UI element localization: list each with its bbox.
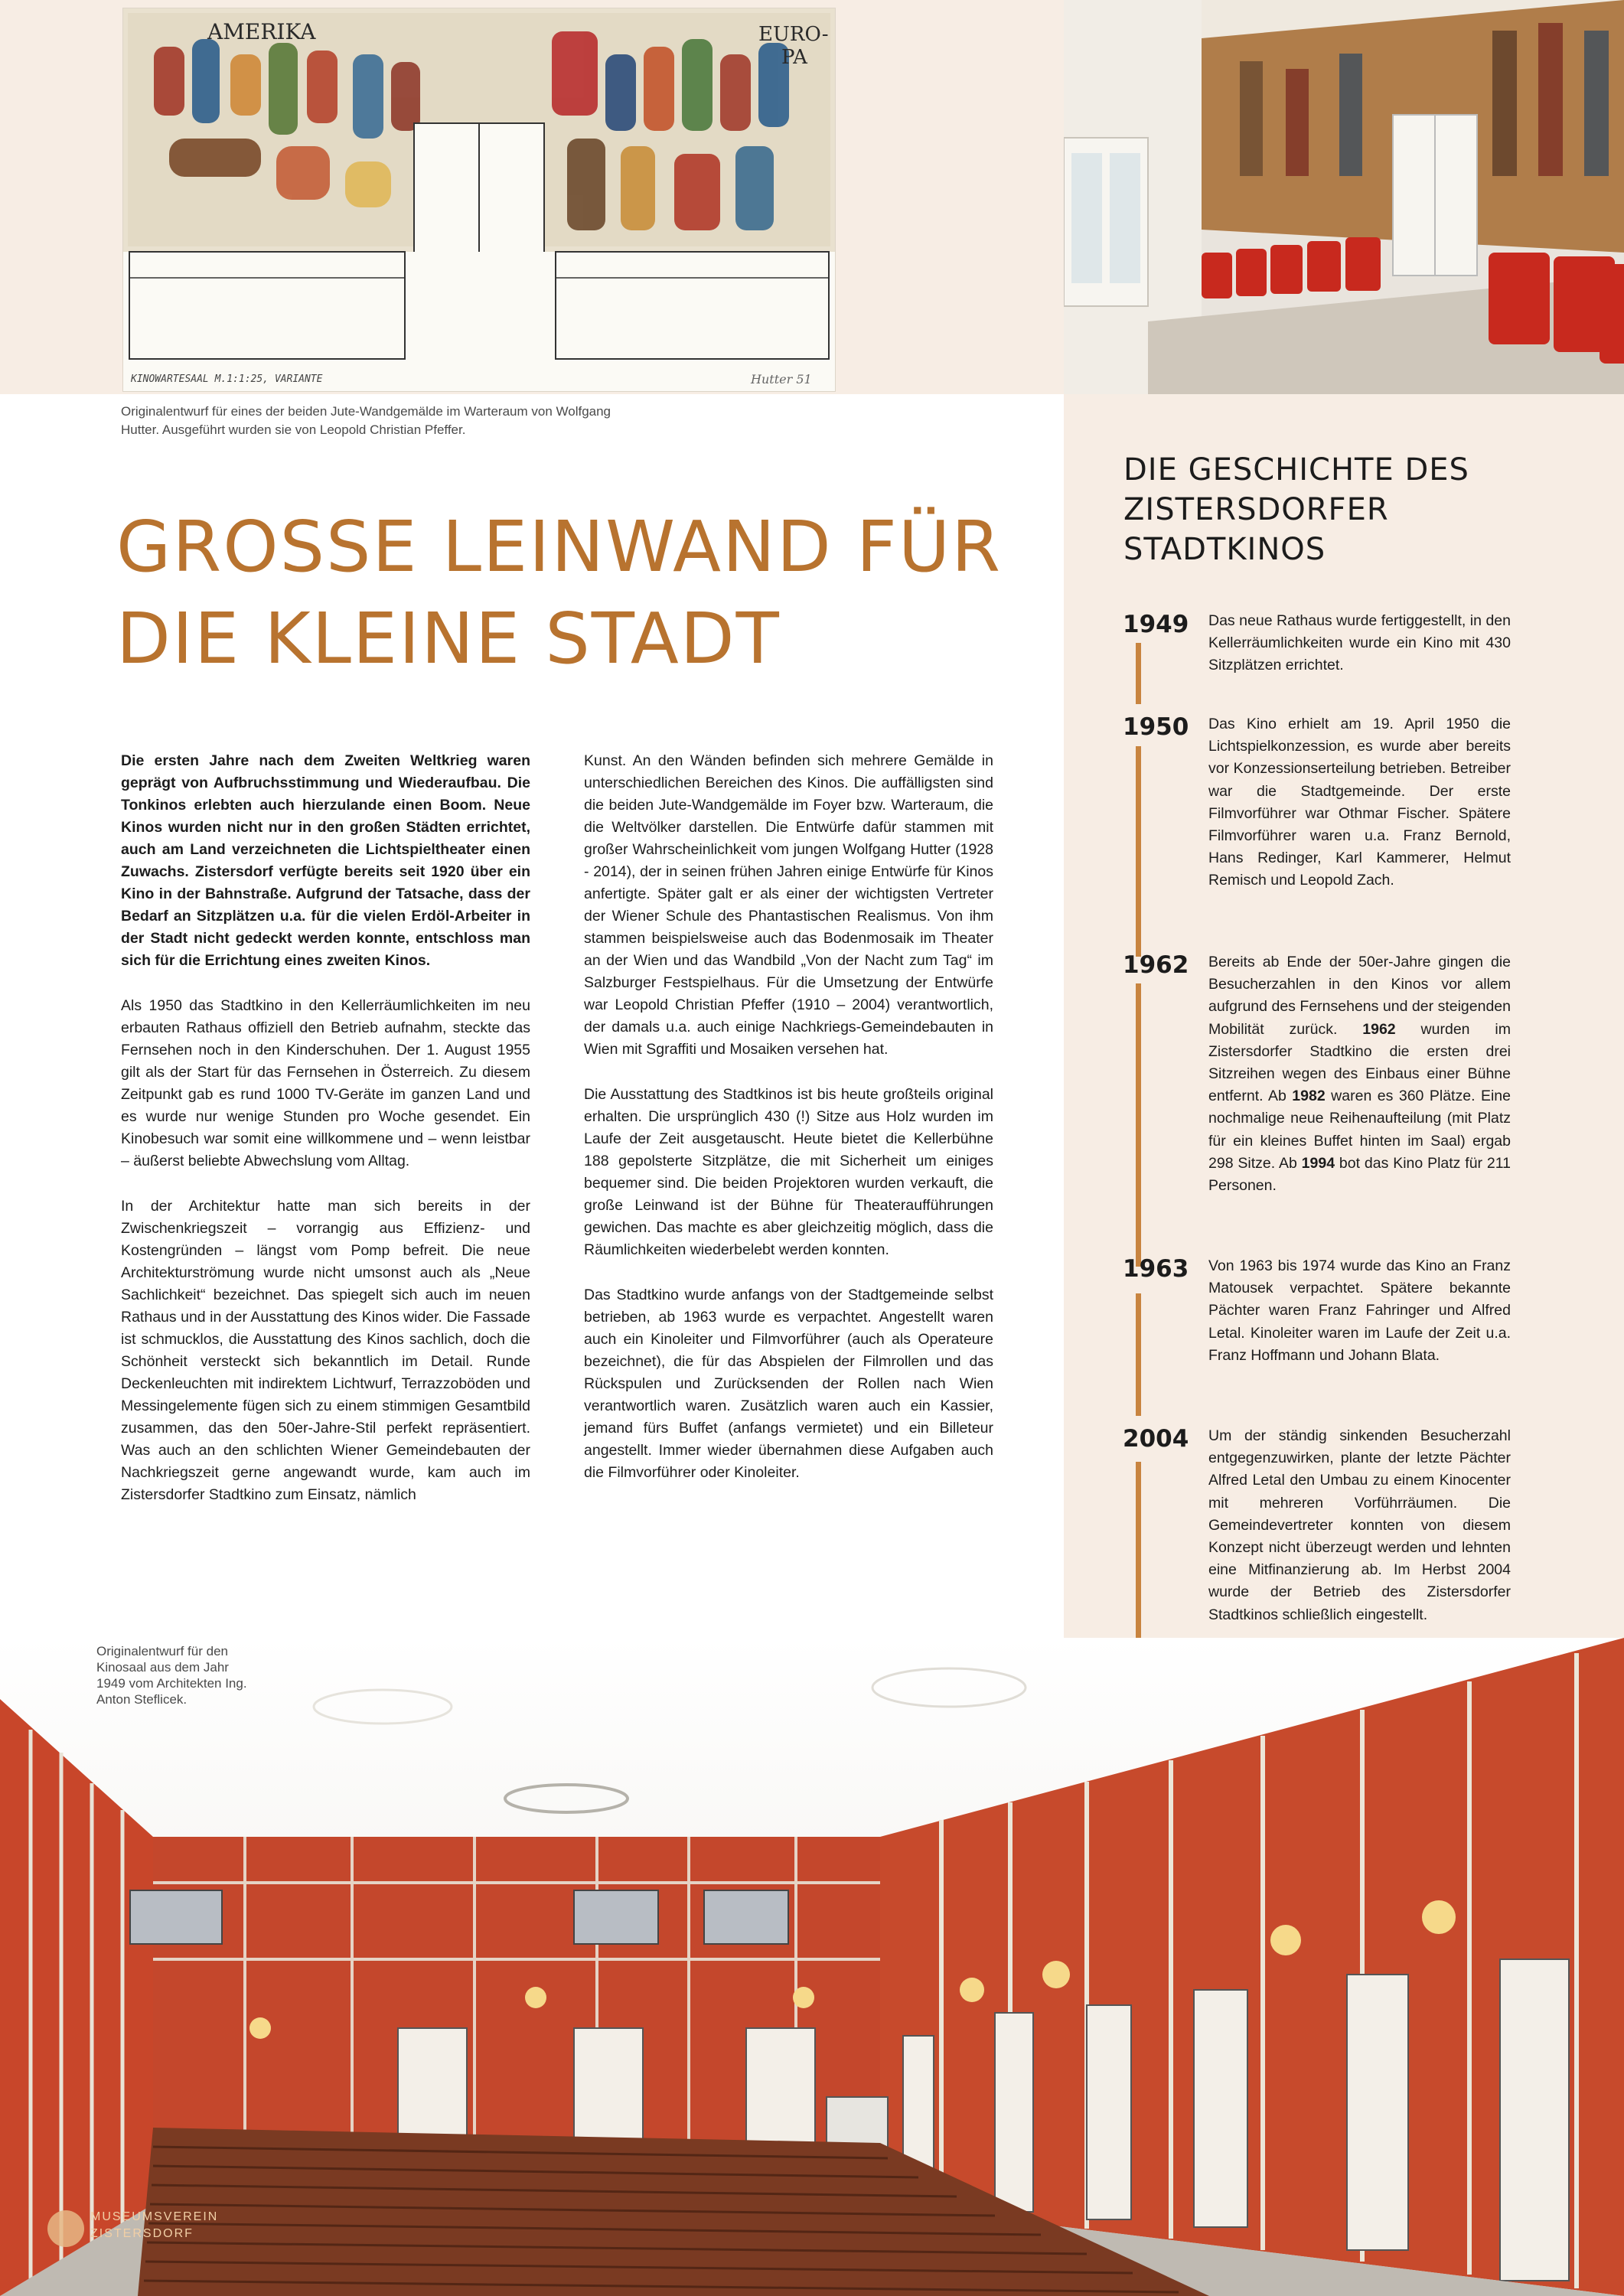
mural-sketch-drawing [123,8,835,391]
timeline-line [1136,1462,1141,1649]
article-column-2 [584,750,993,1507]
article-column-1 [121,750,530,1529]
mural-signature: Hutter 51 [751,372,812,386]
article-paragraph: Die Ausstattung des Stadtkinos ist bis heute großteils original erhalten. Die ursprünglich 430 (!) Sitze aus Holz wurden im Laufe der Zeit ausgetauscht. Heute bietet die Kellerbühne 188 gepolsterte Sitzplätze, die mit Sicherheit um einiges bequemer sind. Die beiden Projektoren wurden verkauft, die große Leinwand ist der Bühne für Theateraufführungen gewichen. Das machte es aber gleichzeitig möglich, dass die Räumlichkeiten wiederbelebt werden konnten. [584,1086,993,1258]
mural-label-left: AMERIKA [207,19,316,44]
timeline-text-1950: Das Kino erhielt am 19. April 1950 die Lichtspielkonzession, es wurde aber bereits vor Konzessionserteilung betrieben. Betreiber war die Stadtgemeinde. Der erste Filmvorführer war Othmar Fischer. Spätere Filmvorführer waren u.a. Franz Bernold, Hans Redinger, Karl Kammerer, Helmut Remisch und Leopold Zach. [1208,716,1511,889]
mural-label-right-1: EURO- [758,23,829,46]
article-paragraph: Kunst. An den Wänden befinden sich mehrere Gemälde in unterschiedlichen Bereichen des Kinos. Die auffälligsten sind die beiden Jute-Wandgemälde im Foyer bzw. Warteraum, die die Weltvölker darstellen. Die Entwürfe dafür stammen mit großer Wahrscheinlichkeit vom jungen Wolfgang Hutter (1928 - 2014), der in seinen frühen Jahren einige Entwürfe für Kinos anfertigte. Später galt er als einer der wichtigsten Vertreter der Wiener Schule des Phantastischen Realismus. Von ihm stammen beispielsweise auch das Bodenmosaik im Theater an der Wien und das Wandbild „Von der Nacht zum Tag“ im Salzburger Festspielhaus. Für die Umsetzung der Entwürfe war Leopold Christian Pfeffer (1910 – 2004) verantwortlich, der damals u.a. auch einige Nachkriegs-Gemeindebauten in Wien mit Sgraffiti und Mosaiken versehen hat. [584,752,993,1058]
timeline-title-line3: STADTKINOS [1123,532,1326,567]
timeline-text-1949: Das neue Rathaus wurde fertiggestellt, in den Kellerräumlichkeiten wurde ein Kino mit 430 Sitzplätzen errichtet. [1208,612,1511,674]
timeline-title [1123,450,1583,569]
timeline-highlight-year: 1982 [1292,1088,1326,1105]
mural-label-right-2: PA [781,46,807,69]
timeline-year-1949: 1949 [1123,611,1189,638]
timeline-title-line1: DIE GESCHICHTE DES [1123,452,1469,488]
timeline-year-1963: 1963 [1123,1255,1189,1283]
timeline-line [1136,643,1141,704]
museum-logo [47,2206,231,2252]
museum-logo-icon [47,2210,84,2247]
timeline-highlight-year: 1962 [1362,1020,1396,1038]
museum-logo-line1: MUSEUMSVEREIN [90,2210,219,2223]
page-title [116,501,1035,685]
timeline-text-1962-part: bot das Kino Platz für 211 Personen. [1208,1154,1511,1195]
cinema-hall-illustration [0,1638,1624,2296]
timeline-year-1962: 1962 [1123,951,1189,979]
timeline-text-1962-part: wurden im Zistersdorfer Stadtkino die ersten drei Sitzreihen wegen des Einbaus einer Bühne entfernt. Ab [1208,1020,1511,1105]
article-paragraph: Das Stadtkino wurde anfangs von der Stadtgemeinde selbst betrieben, ab 1963 wurde es verpachtet. Angestellt waren auch ein Kinoleiter und Filmvorführer (auch als Operateure bezeichnet), die für das Abspielen der Filmrollen und das Rückspulen und Zurücksenden der Rollen nach Wien verantwortlich waren. Zusätzlich waren auch ein Kassier, jemand fürs Buffet (anfangs vermietet) und ein Billeteur angestellt. Immer wieder übernahmen diese Aufgaben auch die Filmvorführer oder Kinoleiter. [584,1287,993,1481]
timeline-highlight-year: 1994 [1301,1154,1335,1172]
timeline-line [1136,983,1141,1267]
timeline-text-1962-part: waren es 360 Plätze. Eine nochmalige neue Reihenaufteilung (mit Platz für ein kleines Buffet hinten im Saal) ergab 298 Sitze. Ab [1208,1088,1511,1172]
timeline-line [1136,1293,1141,1416]
waiting-room-photo [1064,0,1624,394]
timeline-text-1962-part: Bereits ab Ende der 50er-Jahre gingen die Besucherzahlen in den Kinos vor allem aufgrund des Fernsehens und der steigenden Mobilität zurück. [1208,954,1511,1038]
article-paragraph: In der Architektur hatte man sich bereits in der Zwischenkriegszeit – vorrangig aus Effizienz- und Kostengründen – längst vom Pomp befreit. Die neue Architekturströmung wurde nicht umsonst auch als „Neue Sachlichkeit“ bezeichnet. Das spiegelt sich auch im neuen Rathaus und in der Ausstattung des Kinos wider. Die Fassade ist schmucklos, die Ausstattung des Kinos sachlich, doch die Schönheit versteckt sich bekanntlich im Detail. Runde Deckenleuchten mit indirektem Lichtwurf, Terrazzoböden und Messingelemente fügen sich zu einem stimmigen Gesamtbild zusammen, das den 50er-Jahre-Stil perfekt repräsentiert. Was auch an den schlichten Wiener Gemeindebauten der Nachkriegszeit gerne angewandt wurde, kam auch im Zistersdorfer Stadtkino zum Einsatz, nämlich [121,1198,530,1503]
cinema-hall-caption: Originalentwurf für den Kinosaal aus dem Jahr 1949 vom Architekten Ing. Anton Steflicek. [96,1644,247,1707]
page-title-line2: DIE KLEINE STADT [116,598,781,680]
timeline-year-2004: 2004 [1123,1425,1189,1453]
timeline-line [1136,746,1141,957]
mural-scale-note: KINOWARTESAAL M.1:1:25, VARIANTE [131,373,323,385]
timeline-text-1963: Von 1963 bis 1974 wurde das Kino an Franz Matousek verpachtet. Spätere bekannte Pächter waren Franz Fahringer und Alfred Letal. Kinoleiter waren im Laufe der Zeit u.a. Franz Hoffmann und Johann Blata. [1208,1257,1511,1364]
article-lead-paragraph: Die ersten Jahre nach dem Zweiten Weltkrieg waren geprägt von Aufbruchsstimmung und Wiederaufbau. Die Tonkinos erlebten auch hierzulande einen Boom. Neue Kinos wurden nicht nur in den großen Städten errichtet, auch am Land verzeichneten die Lichtspieltheater einen Zuwachs. Zistersdorf verfügte bereits seit 1920 über ein Kino in der Bahnstraße. Aufgrund der Tatsache, dass der Bedarf an Sitzplätzen u.a. für die vielen Erdöl-Arbeiter in der Stadt nicht gedeckt werden konnte, entschloss man sich für die Errichtung eines zweiten Kinos. [121,752,530,969]
cinema-hall-drawing [0,1638,1624,2296]
museum-logo-line2: ZISTERSDORF [90,2227,194,2240]
mural-caption: Originalentwurf für eines der beiden Jute-Wandgemälde im Warteraum von Wolfgang Hutter. Ausgeführt wurden sie von Leopold Christian Pfeffer. [121,404,611,437]
timeline-text-2004: Um der ständig sinkenden Besucherzahl entgegenzuwirken, plante der letzte Pächter Alfred Letal den Umbau zu einem Kinocenter mit mehreren Vorführräumen. Die Gemeindevertreter konnten von diesem Konzept nicht überzeugt werden und lehnten eine Mitfinanzierung ab. Im Herbst 2004 wurde der Betrieb des Zistersdorfer Stadtkinos schließlich eingestellt. [1208,1427,1511,1623]
timeline-text-1962 [1208,951,1511,1197]
page-title-line1: GROSSE LEINWAND FÜR [116,506,1003,588]
waiting-room-photo-drawing [1064,0,1624,394]
mural-sketch-image [122,8,836,392]
article-paragraph: Als 1950 das Stadtkino in den Kellerräumlichkeiten im neu erbauten Rathaus offiziell den Betrieb aufnahm, steckte das Fernsehen noch in den Kinderschuhen. Der 1. August 1955 gilt als der Start für das Fernsehen in Österreich. Zu diesem Zeitpunkt gab es rund 1000 TV-Geräte im ganzen Land und es wurde nur wenige Stunden pro Woche gesendet. Ein Kinobesuch war somit eine willkommene und – wenn leistbar – äußerst beliebte Abwechslung vom Alltag. [121,997,530,1169]
timeline-year-1950: 1950 [1123,713,1189,741]
timeline-title-line2: ZISTERSDORFER [1123,492,1389,527]
